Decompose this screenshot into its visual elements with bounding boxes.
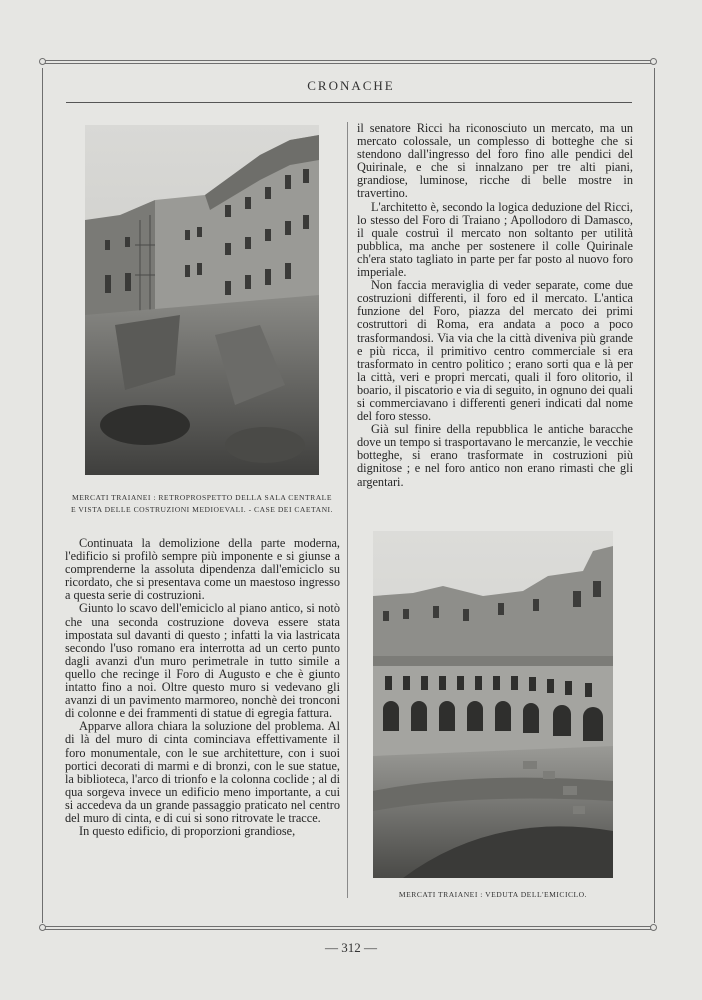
header-rule bbox=[66, 102, 632, 103]
left-paragraph-4: In questo edificio, di proporzioni grandiose, bbox=[79, 824, 296, 839]
right-paragraph-1: il senatore Ricci ha riconosciuto un mercato, ma un mercato colossale, un complesso di botteghe che si stendono dall'ingresso del foro fino alle pendici del Quirinale, e che si innalzano per tre alti piani, grandiose, luminose, ricche di belle mostre in travertino. bbox=[357, 121, 633, 201]
frame-corner-ornament-br bbox=[650, 924, 657, 931]
frame-top-rule-inner bbox=[44, 63, 652, 64]
right-paragraph-2: L'architetto è, secondo la logica deduzione del Ricci, lo stesso del Foro di Traiano ; Apollodoro di Damasco, il quale costruì il mercato non soltanto per utilità pubblica, ma anche per sostenere il colle Quirinale ch'era stato tagliato in parte per far posto al nuovo foro imperiale. bbox=[357, 199, 633, 280]
photo-sala-centrale bbox=[85, 125, 319, 475]
frame-bottom-rule bbox=[44, 926, 652, 927]
right-column-text bbox=[357, 122, 633, 489]
right-paragraph-3: Non faccia meraviglia di veder separate, come due costruzioni differenti, il foro ed il mercato. L'antica funzione del Foro, piazza del mercato dei primi costruttori di Roma, era andata a poco a poco trasformandosi. Via via che la città diveniva più grande e più ricca, il primitivo centro commerciale si era trasformato in centro politico ; erano sorti qua e là per la città, veri e propri mercati, quali il foro olitorio, il boario, il piscatorio e via di seguito, in ognuno dei quali si commerciavano i differenti generi indicati dal nome del foro stesso. bbox=[357, 278, 633, 424]
left-paragraph-1: Continuata la demolizione della parte moderna, l'edificio si profilò sempre più imponente e si giunse a comprenderne la assoluta dipendenza dall'emiciclo su ricordato, che si presentava come un maestoso ingresso a questa serie di costruzioni. bbox=[65, 536, 340, 603]
right-paragraph-4: Già sul finire della repubblica le antiche baracche dove un tempo si trasportavano le mercanzie, le vecchie botteghe, si erano trasformate in costruzioni più dignitose ; e nel foro antico non erano rimasti che gli argentari. bbox=[357, 422, 633, 489]
caption-top-figure bbox=[52, 492, 352, 516]
frame-corner-ornament-tr bbox=[650, 58, 657, 65]
section-header: CRONACHE bbox=[307, 78, 395, 93]
caption-bottom-figure: MERCATI TRAIANEI : VEDUTA DELL'EMICICLO. bbox=[398, 890, 588, 899]
frame-corner-ornament-bl bbox=[39, 924, 46, 931]
photo-emiciclo bbox=[373, 531, 613, 878]
caption-top-line-1: MERCATI TRAIANEI : RETROPROSPETTO DELLA SALA CENTRALE bbox=[72, 493, 332, 502]
frame-top-rule bbox=[44, 60, 652, 61]
frame-corner-ornament-tl bbox=[39, 58, 46, 65]
left-paragraph-2: Giunto lo scavo dell'emiciclo al piano antico, si notò che una seconda costruzione doveva essere stata impostata sul davanti di questo ; infatti la via lastricata secondo l'uso romano era interrotta ad un certo punto dagli avanzi d'un muro perimetrale in tutto simile a quello che recinge il Foro di Augusto e che è giunto intatto fino a noi. Oltre questo muro si vedevano gli avanzi di un pavimento marmoreo, nonchè dei tronconi di colonne e dei frammenti di statue di egregia fattura. bbox=[65, 601, 340, 721]
frame-right-rule bbox=[654, 68, 655, 923]
page-number: — 312 — bbox=[325, 940, 377, 955]
caption-top-line-2: E VISTA DELLE COSTRUZIONI MEDIOEVALI. - CASE DEI CAETANI. bbox=[71, 505, 333, 514]
frame-left-rule bbox=[42, 68, 43, 923]
left-paragraph-3: Apparve allora chiara la soluzione del problema. Al di là del muro di cinta cominciava effettivamente il foro monumentale, con le sue architetture, con i suoi portici decorati di marmi e di bronzi, con le sue statue, la biblioteca, l'arco di trionfo e la colonna coclide ; al di qua sorgeva invece un edificio meno importante, a cui si accedeva da un grande passaggio praticato nel centro del muro di cinta, e di cui si sono ritrovate le tracce. bbox=[65, 719, 340, 825]
left-column-text bbox=[65, 537, 340, 838]
frame-bottom-rule-inner bbox=[44, 929, 652, 930]
